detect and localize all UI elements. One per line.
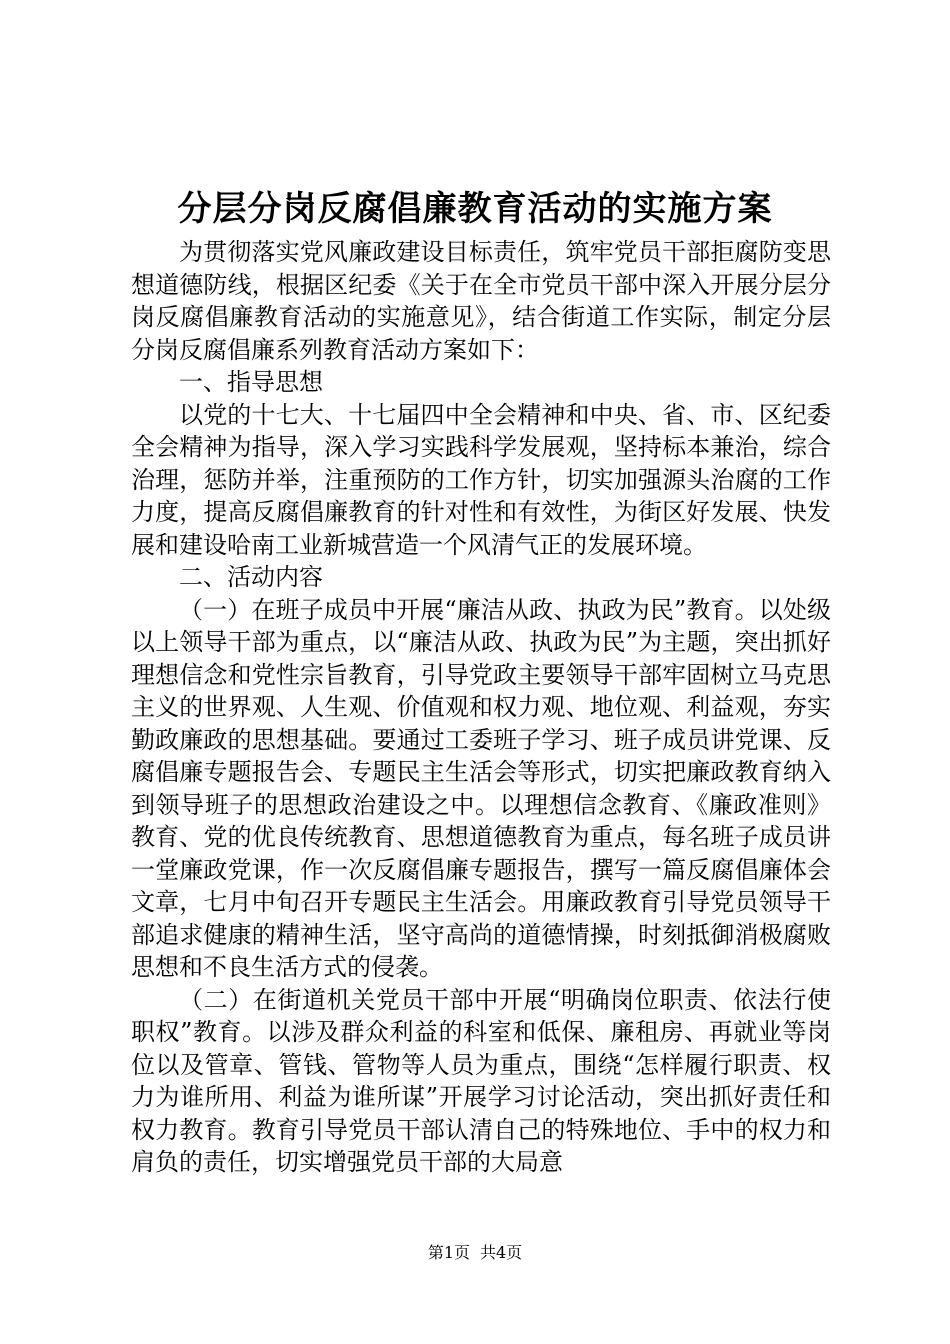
activity-item-1-paragraph: （一）在班子成员中开展“廉洁从政、执政为民”教育。以处级以上领导干部为重点，以“廉洁从政、执政为民”为主题，突出抓好理想信念和党性宗旨教育，引导党政主要领导干部牢固树立马克思主义的世界观、人生观、价值观和权力观、地位观、利益观，夯实勤政廉政的思想基础。要通过工委班子学习、班子成员讲党课、反腐倡廉专题报告会、专题民主生活会等形式，切实把廉政教育纳入到领导班子的思想政治建设之中。以理想信念教育、《廉政准则》教育、党的优良传统教育、思想道德教育为重点，每名班子成员讲一堂廉政党课，作一次反腐倡廉专题报告，撰写一篇反腐倡廉体会文章，七月中旬召开专题民主生活会。用廉政教育引导党员领导干部追求健康的精神生活，坚守高尚的道德情操，时刻抵御消极腐败思想和不良生活方式的侵袭。 (131, 595, 831, 981)
activity-item-2-paragraph: （二）在街道机关党员干部中开展“明确岗位职责、依法行使职权”教育。以涉及群众利益的科室和低保、廉租房、再就业等岗位以及管章、管钱、管物等人员为重点，围绕“怎样履行职责、权力为谁所用、利益为谁所谋”开展学习讨论活动，突出抓好责任和权力教育。教育引导党员干部认清自己的特殊地位、手中的权力和肩负的责任，切实增强党员干部的大局意 (131, 985, 831, 1176)
page-footer (0, 1242, 950, 1264)
page-number: 第1页 (427, 1243, 470, 1262)
section-heading-activity-content: 二、活动内容 (179, 563, 323, 591)
intro-paragraph: 为贯彻落实党风廉政建设目标责任，筑牢党员干部拒腐防变思想道德防线，根据区纪委《关于在全市党员干部中深入开展分层分岗反腐倡廉教育活动的实施意见》，结合街道工作实际，制定分层分岗反腐倡廉系列教育活动方案如下： (131, 238, 831, 364)
section-heading-guiding-ideology: 一、指导思想 (179, 368, 323, 396)
document-body (131, 236, 831, 1179)
guiding-ideology-paragraph: 以党的十七大、十七届四中全会精神和中央、省、市、区纪委全会精神为指导，深入学习实践科学发展观，坚持标本兼治，综合治理，惩防并举，注重预防的工作方针，切实加强源头治腐的工作力度，提高反腐倡廉教育的针对性和有效性，为街区好发展、快发展和建设哈南工业新城营造一个风清气正的发展环境。 (131, 400, 831, 559)
page-total: 共4页 (480, 1243, 523, 1262)
document-title: 分层分岗反腐倡廉教育活动的实施方案 (177, 189, 773, 229)
